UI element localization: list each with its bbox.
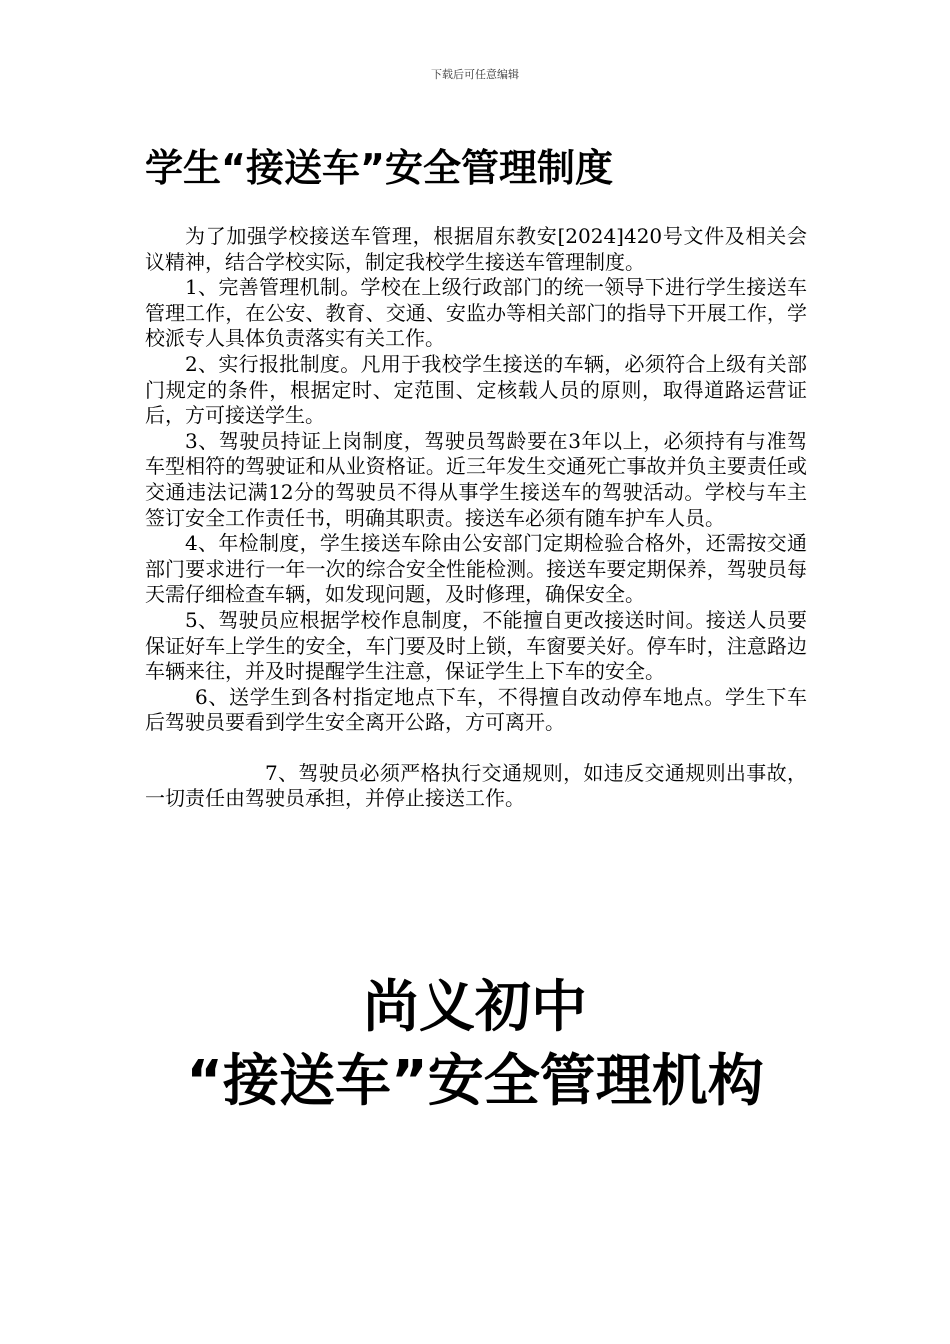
organization-heading	[0, 976, 950, 1114]
rule-paragraph-3: 3、驾驶员持证上岗制度，驾驶员驾龄要在3年以上，必须持有与准驾车型相符的驾驶证和从业资格证。近三年发生交通死亡事故并负主要责任或交通违法记满12分的驾驶员不得从事学生接送车的驾驶活动。学校与车主签订安全工作责任书，明确其职责。接送车必须有随车护车人员。	[145, 428, 807, 530]
header-note: 下载后可任意编辑	[431, 68, 519, 81]
rule-paragraph-5: 5、驾驶员应根据学校作息制度，不能擅自更改接送时间。接送人员要保证好车上学生的安全，车门要及时上锁，车窗要关好。停车时，注意路边车辆来往，并及时提醒学生注意，保证学生上下车的安全。	[145, 607, 807, 684]
rule-paragraph-6: 6、送学生到各村指定地点下车，不得擅自改动停车地点。学生下车后驾驶员要看到学生安全离开公路，方可离开。	[145, 684, 807, 735]
document-body	[145, 224, 807, 812]
rule-paragraph-1: 1、完善管理机制。学校在上级行政部门的统一领导下进行学生接送车管理工作，在公安、教育、交通、安监办等相关部门的指导下开展工作，学校派专人具体负责落实有关工作。	[145, 275, 807, 351]
intro-paragraph: 为了加强学校接送车管理，根据眉东教安[2024]420号文件及相关会议精神，结合学校实际，制定我校学生接送车管理制度。	[145, 224, 807, 274]
rule-paragraph-7: 7、驾驶员必须严格执行交通规则，如违反交通规则出事故，一切责任由驾驶员承担，并停止接送工作。	[145, 760, 807, 811]
rule-paragraph-2: 2、实行报批制度。凡用于我校学生接送的车辆，必须符合上级有关部门规定的条件，根据定时、定范围、定核载人员的原则，取得道路运营证后，方可接送学生。	[145, 351, 807, 428]
organization-name: 尚义初中	[363, 975, 587, 1040]
document-title: 学生“接送车”安全管理制度	[145, 146, 613, 190]
organization-subtitle: “接送车”安全管理机构	[186, 1049, 764, 1114]
rule-paragraph-4: 4、年检制度，学生接送车除由公安部门定期检验合格外，还需按交通部门要求进行一年一次的综合安全性能检测。接送车要定期保养，驾驶员每天需仔细检查车辆，如发现问题，及时修理，确保安全。	[145, 531, 807, 607]
